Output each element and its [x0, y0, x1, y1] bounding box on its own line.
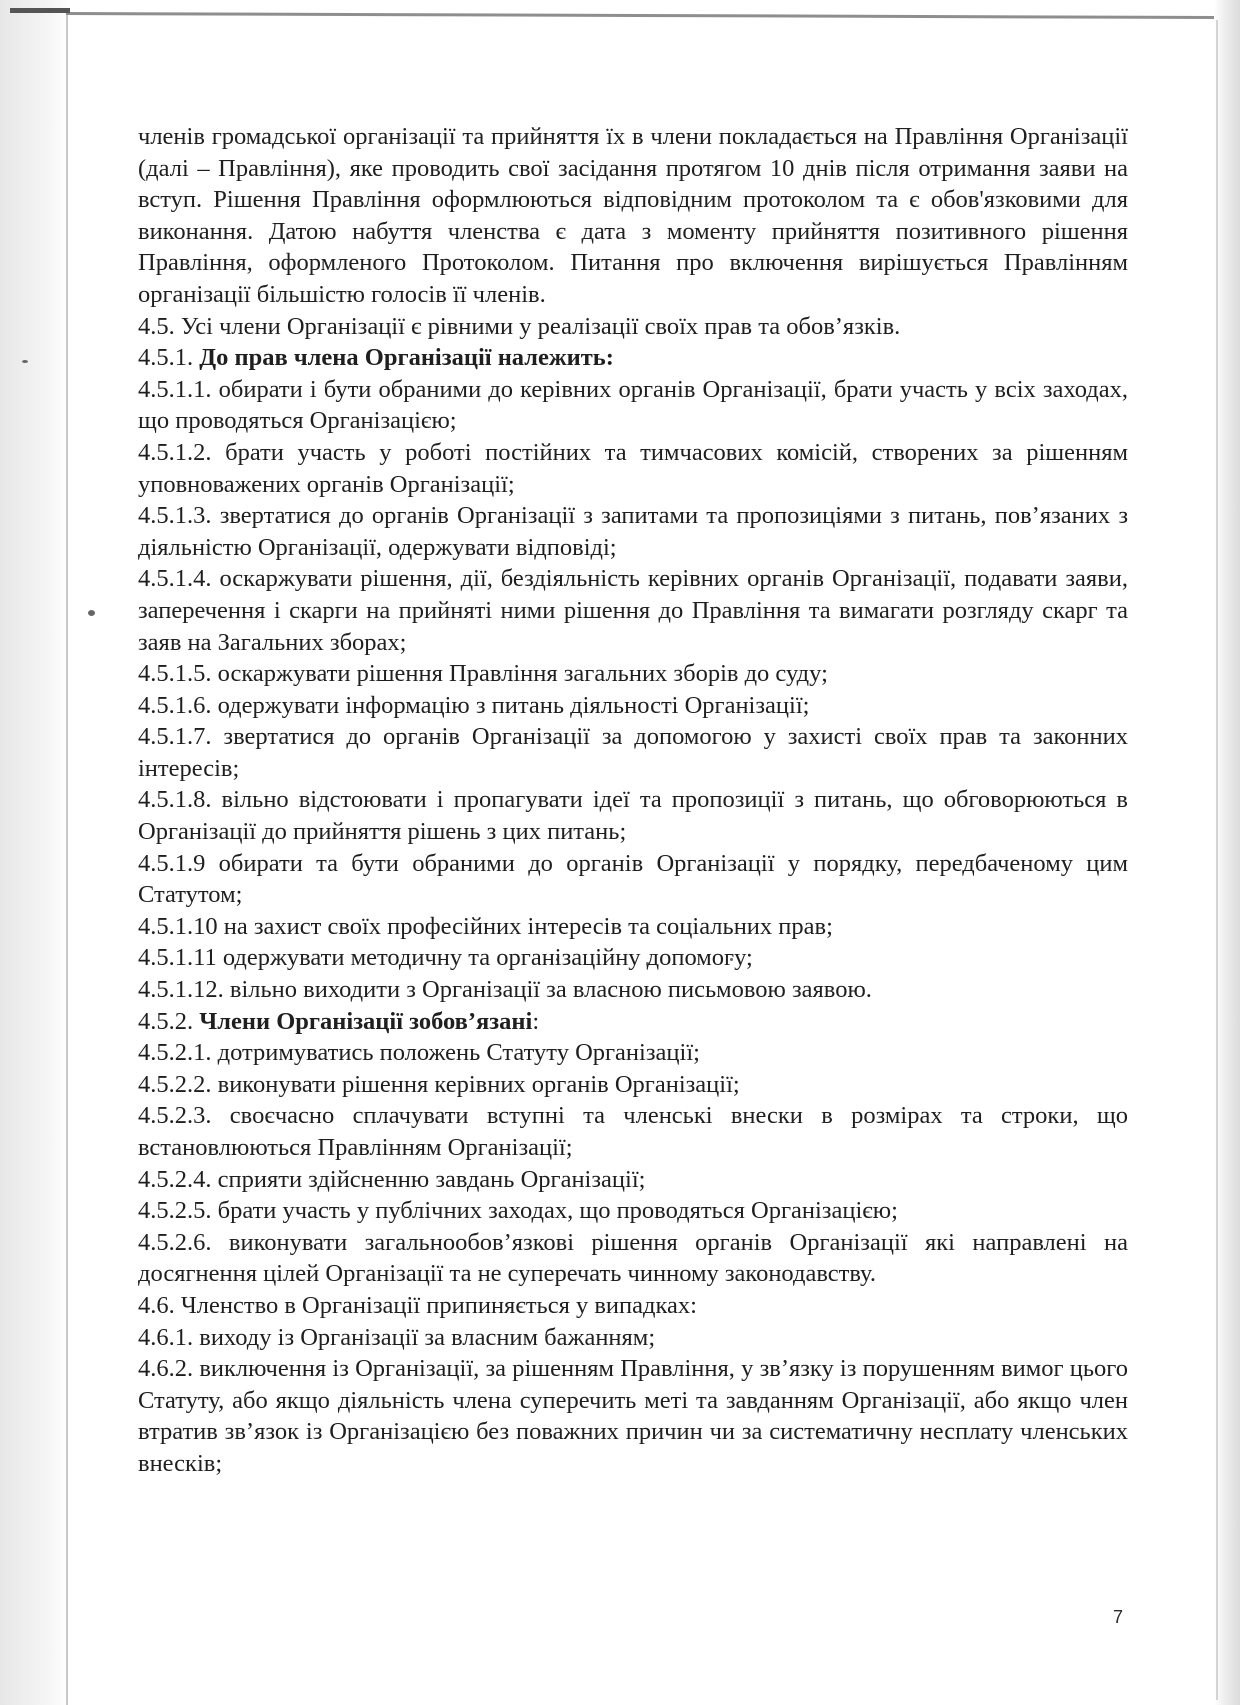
clause-heading-tail: :: [532, 1007, 540, 1035]
scan-speck: [22, 360, 28, 363]
paragraph-4-5-1-4: 4.5.1.4. оскаржувати рішення, дії, бездіяльність керівних органів Організації, подавати заяви, заперечення і скарги на прийняті ними рішення до Правління та вимагати розгляду скарг та заяв на Загальних зборах;: [138, 565, 1128, 656]
paragraph-4-6-2: 4.6.2. виключення із Організації, за рішенням Правління, у зв’язку із порушенням вимог цього Статуту, або якщо діяльність члена суперечить меті та завданням Організації, або якщо член втратив зв’язок із Організацією без поважних причин чи за систематичну несплату членських внесків;: [138, 1355, 1128, 1477]
page-number: 7: [1113, 1607, 1124, 1627]
paragraph-4-5-2-4: 4.5.2.4. сприяти здійсненню завдань Організації;: [138, 1165, 646, 1193]
paragraph-4-6-1: 4.6.1. виходу із Організації за власним бажанням;: [138, 1323, 656, 1351]
document-body: [138, 121, 1128, 1480]
paragraph-4-6: 4.6. Членство в Організації припиняється у випадках:: [138, 1291, 697, 1319]
paragraph-4-5-1-8: 4.5.1.8. вільно відстоювати і пропагувати ідеї та пропозиції з питань, що обговорюються в Організації до прийняття рішень з цих питань;: [138, 786, 1128, 846]
paragraph-4-5-1-3: 4.5.1.3. звертатися до органів Організації з запитами та пропозиціями з питань, пов’язаних з діяльністю Організації, одержувати відповіді;: [138, 502, 1128, 561]
paragraph-4-5: 4.5. Усі члени Організації є рівними у реалізації своїх прав та обов’язків.: [138, 312, 901, 340]
heading-4-5-2: [138, 1006, 1128, 1038]
paragraph-4-5-2-6: 4.5.2.6. виконувати загальнообов’язкові рішення органів Організації які направлені на досягнення цілей Організації та не суперечать чинному законодавству.: [138, 1228, 1128, 1288]
clause-heading-bold: До прав члена Організації належить:: [199, 344, 614, 372]
scan-speck: [88, 610, 95, 616]
paragraph-4-5-2-1: 4.5.2.1. дотримуватись положень Статуту Організації;: [138, 1039, 700, 1067]
paragraph-4-5-1-10: 4.5.1.10 на захист своїх професійних інтересів та соціальних прав;: [138, 912, 833, 940]
paragraph-4-5-1-7: 4.5.1.7. звертатися до органів Організації за допомогою у захисті своїх прав та законних інтересів;: [138, 723, 1128, 782]
clause-heading-bold: Члени Організації зобов’язані: [199, 1007, 533, 1035]
paragraph-4-5-1-6: 4.5.1.6. одержувати інформацію з питань діяльності Організації;: [138, 691, 810, 719]
paragraph-4-5-1-11: 4.5.1.11 одержувати методичну та організаційну допомогу;: [138, 944, 753, 972]
paragraph-4-5-2-5: 4.5.2.5. брати участь у публічних заходах, що проводяться Організацією;: [138, 1197, 898, 1225]
scan-top-edge: [66, 12, 1216, 19]
paragraph-4-5-1-1: 4.5.1.1. обирати і бути обраними до керівних органів Організації, брати участь у всіх заходах, що проводяться Організацією;: [138, 375, 1128, 435]
paragraph-4-5-1-5: 4.5.1.5. оскаржувати рішення Правління загальних зборів до суду;: [138, 660, 828, 688]
clause-number: 4.5.2.: [138, 1007, 194, 1035]
heading-4-5-1: [138, 342, 1128, 374]
scan-corner-mark: [10, 8, 70, 13]
paragraph-4-5-2-2: 4.5.2.2. виконувати рішення керівних органів Організації;: [138, 1070, 740, 1098]
scan-left-shadow: [0, 0, 68, 1705]
paragraph-4-5-2-3: 4.5.2.3. своєчасно сплачувати вступні та членські внески в розмірах та строки, що встановлюються Правлінням Організації;: [138, 1102, 1128, 1161]
scan-left-edge: [66, 14, 68, 1705]
scan-right-edge: [1216, 20, 1218, 1700]
paragraph-4-5-1-12: 4.5.1.12. вільно виходити з Організації за власною письмовою заявою.: [138, 976, 872, 1004]
paragraph-4-5-1-2: 4.5.1.2. брати участь у роботі постійних та тимчасових комісій, створених за рішенням уповноважених органів Організації;: [138, 438, 1128, 498]
paragraph-membership-admission: членів громадської організації та прийняття їх в члени покладається на Правління Організації (далі – Правління), яке проводить свої засідання протягом 10 днів після отримання заяви на вступ. Рішення Правління оформлюються відповідним протоколом та є обов'язковими для виконання. Датою набуття членства є дата з моменту прийняття позитивного рішення Правління, оформленого Протоколом. Питання про включення вирішується Правлінням організації більшістю голосів її членів.: [138, 123, 1128, 308]
paragraph-4-5-1-9: 4.5.1.9 обирати та бути обраними до органів Організації у порядку, передбаченому цим Статутом;: [138, 849, 1128, 909]
clause-number: 4.5.1.: [138, 344, 194, 372]
